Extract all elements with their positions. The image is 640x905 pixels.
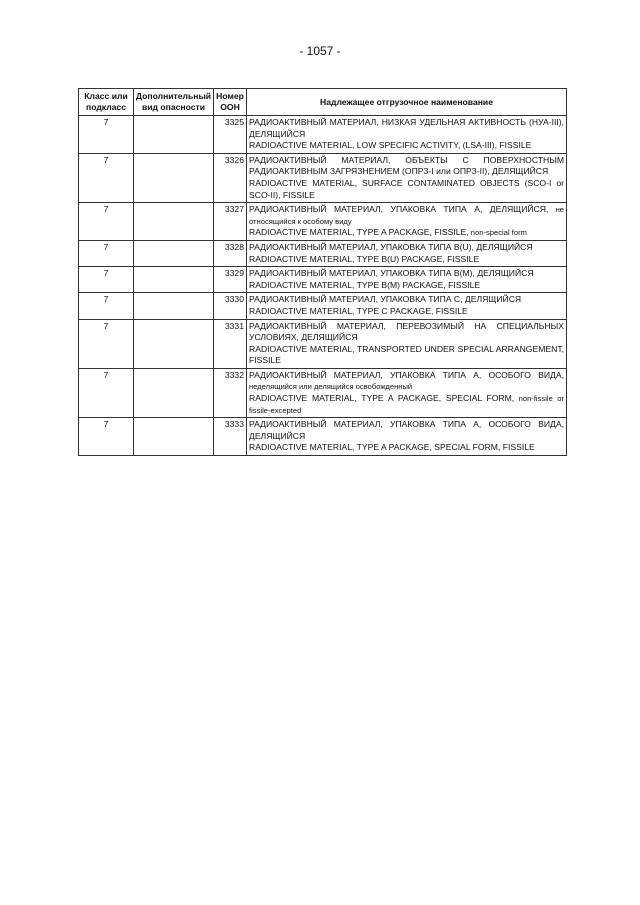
name-russian (249, 294, 564, 306)
table-row (79, 319, 567, 368)
name-english (249, 442, 564, 454)
table-row (79, 240, 567, 266)
name-russian (249, 117, 564, 140)
name-russian (249, 419, 564, 442)
cell-shipping-name (247, 293, 567, 319)
name-russian-main: РАДИОАКТИВНЫЙ МАТЕРИАЛ, УПАКОВКА ТИПА С, ДЕЛЯЩИЙСЯ (249, 294, 522, 305)
cell-shipping-name (247, 267, 567, 293)
name-russian-main: РАДИОАКТИВНЫЙ МАТЕРИАЛ, ПЕРЕВОЗИМЫЙ НА СПЕЦИАЛЬНЫХ УСЛОВИЯХ, ДЕЛЯЩИЙСЯ (249, 320, 564, 343)
cell-un-number: 3333 (214, 418, 247, 456)
cell-subsidiary-risk (134, 418, 214, 456)
cell-shipping-name (247, 240, 567, 266)
name-russian (249, 242, 564, 254)
cell-shipping-name (247, 203, 567, 241)
name-english-main: RADIOACTIVE MATERIAL, TRANSPORTED UNDER SPECIAL ARRANGEMENT, FISSILE (249, 343, 564, 366)
cell-shipping-name (247, 116, 567, 154)
name-english-main: RADIOACTIVE MATERIAL, TYPE A PACKAGE, SPECIAL FORM, (249, 393, 515, 404)
name-russian-main: РАДИОАКТИВНЫЙ МАТЕРИАЛ, УПАКОВКА ТИПА А, ОСОБОГО ВИДА, ДЕЛЯЩИЙСЯ (249, 419, 564, 441)
cell-un-number: 3325 (214, 116, 247, 154)
name-english-qualifier: non-special form (468, 228, 527, 238)
name-russian (249, 204, 564, 227)
name-russian-main: РАДИОАКТИВНЫЙ МАТЕРИАЛ, УПАКОВКА ТИПА B(U), ДЕЛЯЩИЙСЯ (249, 241, 533, 252)
name-english-main: RADIOACTIVE MATERIAL, TYPE B(U) PACKAGE, FISSILE (249, 253, 480, 264)
cell-subsidiary-risk (134, 116, 214, 154)
table-row (79, 293, 567, 319)
name-russian (249, 321, 564, 344)
table-row (79, 368, 567, 417)
cell-class: 7 (79, 116, 134, 154)
name-english (249, 393, 564, 416)
name-english-main: RADIOACTIVE MATERIAL, TYPE C PACKAGE, FISSILE (249, 305, 468, 316)
name-russian-main: РАДИОАКТИВНЫЙ МАТЕРИАЛ, НИЗКАЯ УДЕЛЬНАЯ АКТИВНОСТЬ (НУА-III), ДЕЛЯЩИЙСЯ (249, 117, 564, 139)
cell-class: 7 (79, 153, 134, 202)
cell-class: 7 (79, 203, 134, 241)
dangerous-goods-table (78, 88, 567, 456)
header-un-number: Номер ООН (214, 89, 247, 116)
name-english (249, 306, 564, 318)
name-english-main: RADIOACTIVE MATERIAL, TYPE B(M) PACKAGE, FISSILE (249, 279, 481, 290)
cell-subsidiary-risk (134, 240, 214, 266)
cell-shipping-name (247, 368, 567, 417)
cell-class: 7 (79, 240, 134, 266)
cell-class: 7 (79, 267, 134, 293)
table-row (79, 116, 567, 154)
cell-subsidiary-risk (134, 153, 214, 202)
name-english-main: RADIOACTIVE MATERIAL, LOW SPECIFIC ACTIVITY, (LSA-III), FISSILE (249, 140, 532, 151)
name-english-main: RADIOACTIVE MATERIAL, TYPE A PACKAGE, FISSILE, (249, 227, 469, 238)
cell-un-number: 3330 (214, 293, 247, 319)
name-english-main: RADIOACTIVE MATERIAL, SURFACE CONTAMINATED OBJECTS (SCO-I or SCO-II), FISSILE (249, 177, 564, 200)
table-row (79, 267, 567, 293)
name-russian-main: РАДИОАКТИВНЫЙ МАТЕРИАЛ, ОБЪЕКТЫ С ПОВЕРХНОСТНЫМ РАДИОАКТИВНЫМ ЗАГРЯЗНЕНИЕМ (ОПРЗ-I или ОПРЗ-II), ДЕЛЯЩИЙСЯ (249, 154, 564, 177)
name-english (249, 227, 564, 239)
cell-un-number: 3327 (214, 203, 247, 241)
name-russian-main: РАДИОАКТИВНЫЙ МАТЕРИАЛ, УПАКОВКА ТИПА А, ДЕЛЯЩИЙСЯ, (249, 204, 549, 215)
header-class: Класс или подкласс (79, 89, 134, 116)
cell-class: 7 (79, 418, 134, 456)
name-english (249, 254, 564, 266)
name-russian (249, 370, 564, 393)
cell-subsidiary-risk (134, 293, 214, 319)
name-russian (249, 155, 564, 178)
name-english (249, 140, 564, 152)
header-shipping-name: Надлежащее отгрузочное наименование (247, 89, 567, 116)
name-english (249, 344, 564, 367)
cell-class: 7 (79, 319, 134, 368)
cell-shipping-name (247, 153, 567, 202)
cell-subsidiary-risk (134, 368, 214, 417)
name-russian (249, 268, 564, 280)
name-russian-qualifier: не относящийся к особому виду (249, 205, 565, 226)
cell-subsidiary-risk (134, 267, 214, 293)
cell-class: 7 (79, 368, 134, 417)
table-header-row (79, 89, 567, 116)
name-russian-main: РАДИОАКТИВНЫЙ МАТЕРИАЛ, УПАКОВКА ТИПА А, ОСОБОГО ВИДА, (249, 369, 564, 380)
page-number: - 1057 - (299, 44, 341, 58)
cell-un-number: 3329 (214, 267, 247, 293)
table-body (79, 116, 567, 456)
header-subsidiary-risk: Дополнительный вид опасности (134, 89, 214, 116)
cell-un-number: 3328 (214, 240, 247, 266)
name-english (249, 178, 564, 201)
name-english-main: RADIOACTIVE MATERIAL, TYPE A PACKAGE, SPECIAL FORM, FISSILE (249, 442, 535, 453)
table-row (79, 203, 567, 241)
name-russian-main: РАДИОАКТИВНЫЙ МАТЕРИАЛ, УПАКОВКА ТИПА B(M), ДЕЛЯЩИЙСЯ (249, 268, 534, 279)
cell-shipping-name (247, 418, 567, 456)
cell-un-number: 3332 (214, 368, 247, 417)
cell-subsidiary-risk (134, 203, 214, 241)
table-row (79, 153, 567, 202)
cell-shipping-name (247, 319, 567, 368)
cell-un-number: 3331 (214, 319, 247, 368)
cell-class: 7 (79, 293, 134, 319)
name-english-qualifier: non-fissile or fissile-excepted (249, 394, 564, 415)
table-row (79, 418, 567, 456)
cell-un-number: 3326 (214, 153, 247, 202)
name-english (249, 280, 564, 292)
cell-subsidiary-risk (134, 319, 214, 368)
name-russian-qualifier: неделящийся или делящийся освобожденный (249, 382, 413, 392)
